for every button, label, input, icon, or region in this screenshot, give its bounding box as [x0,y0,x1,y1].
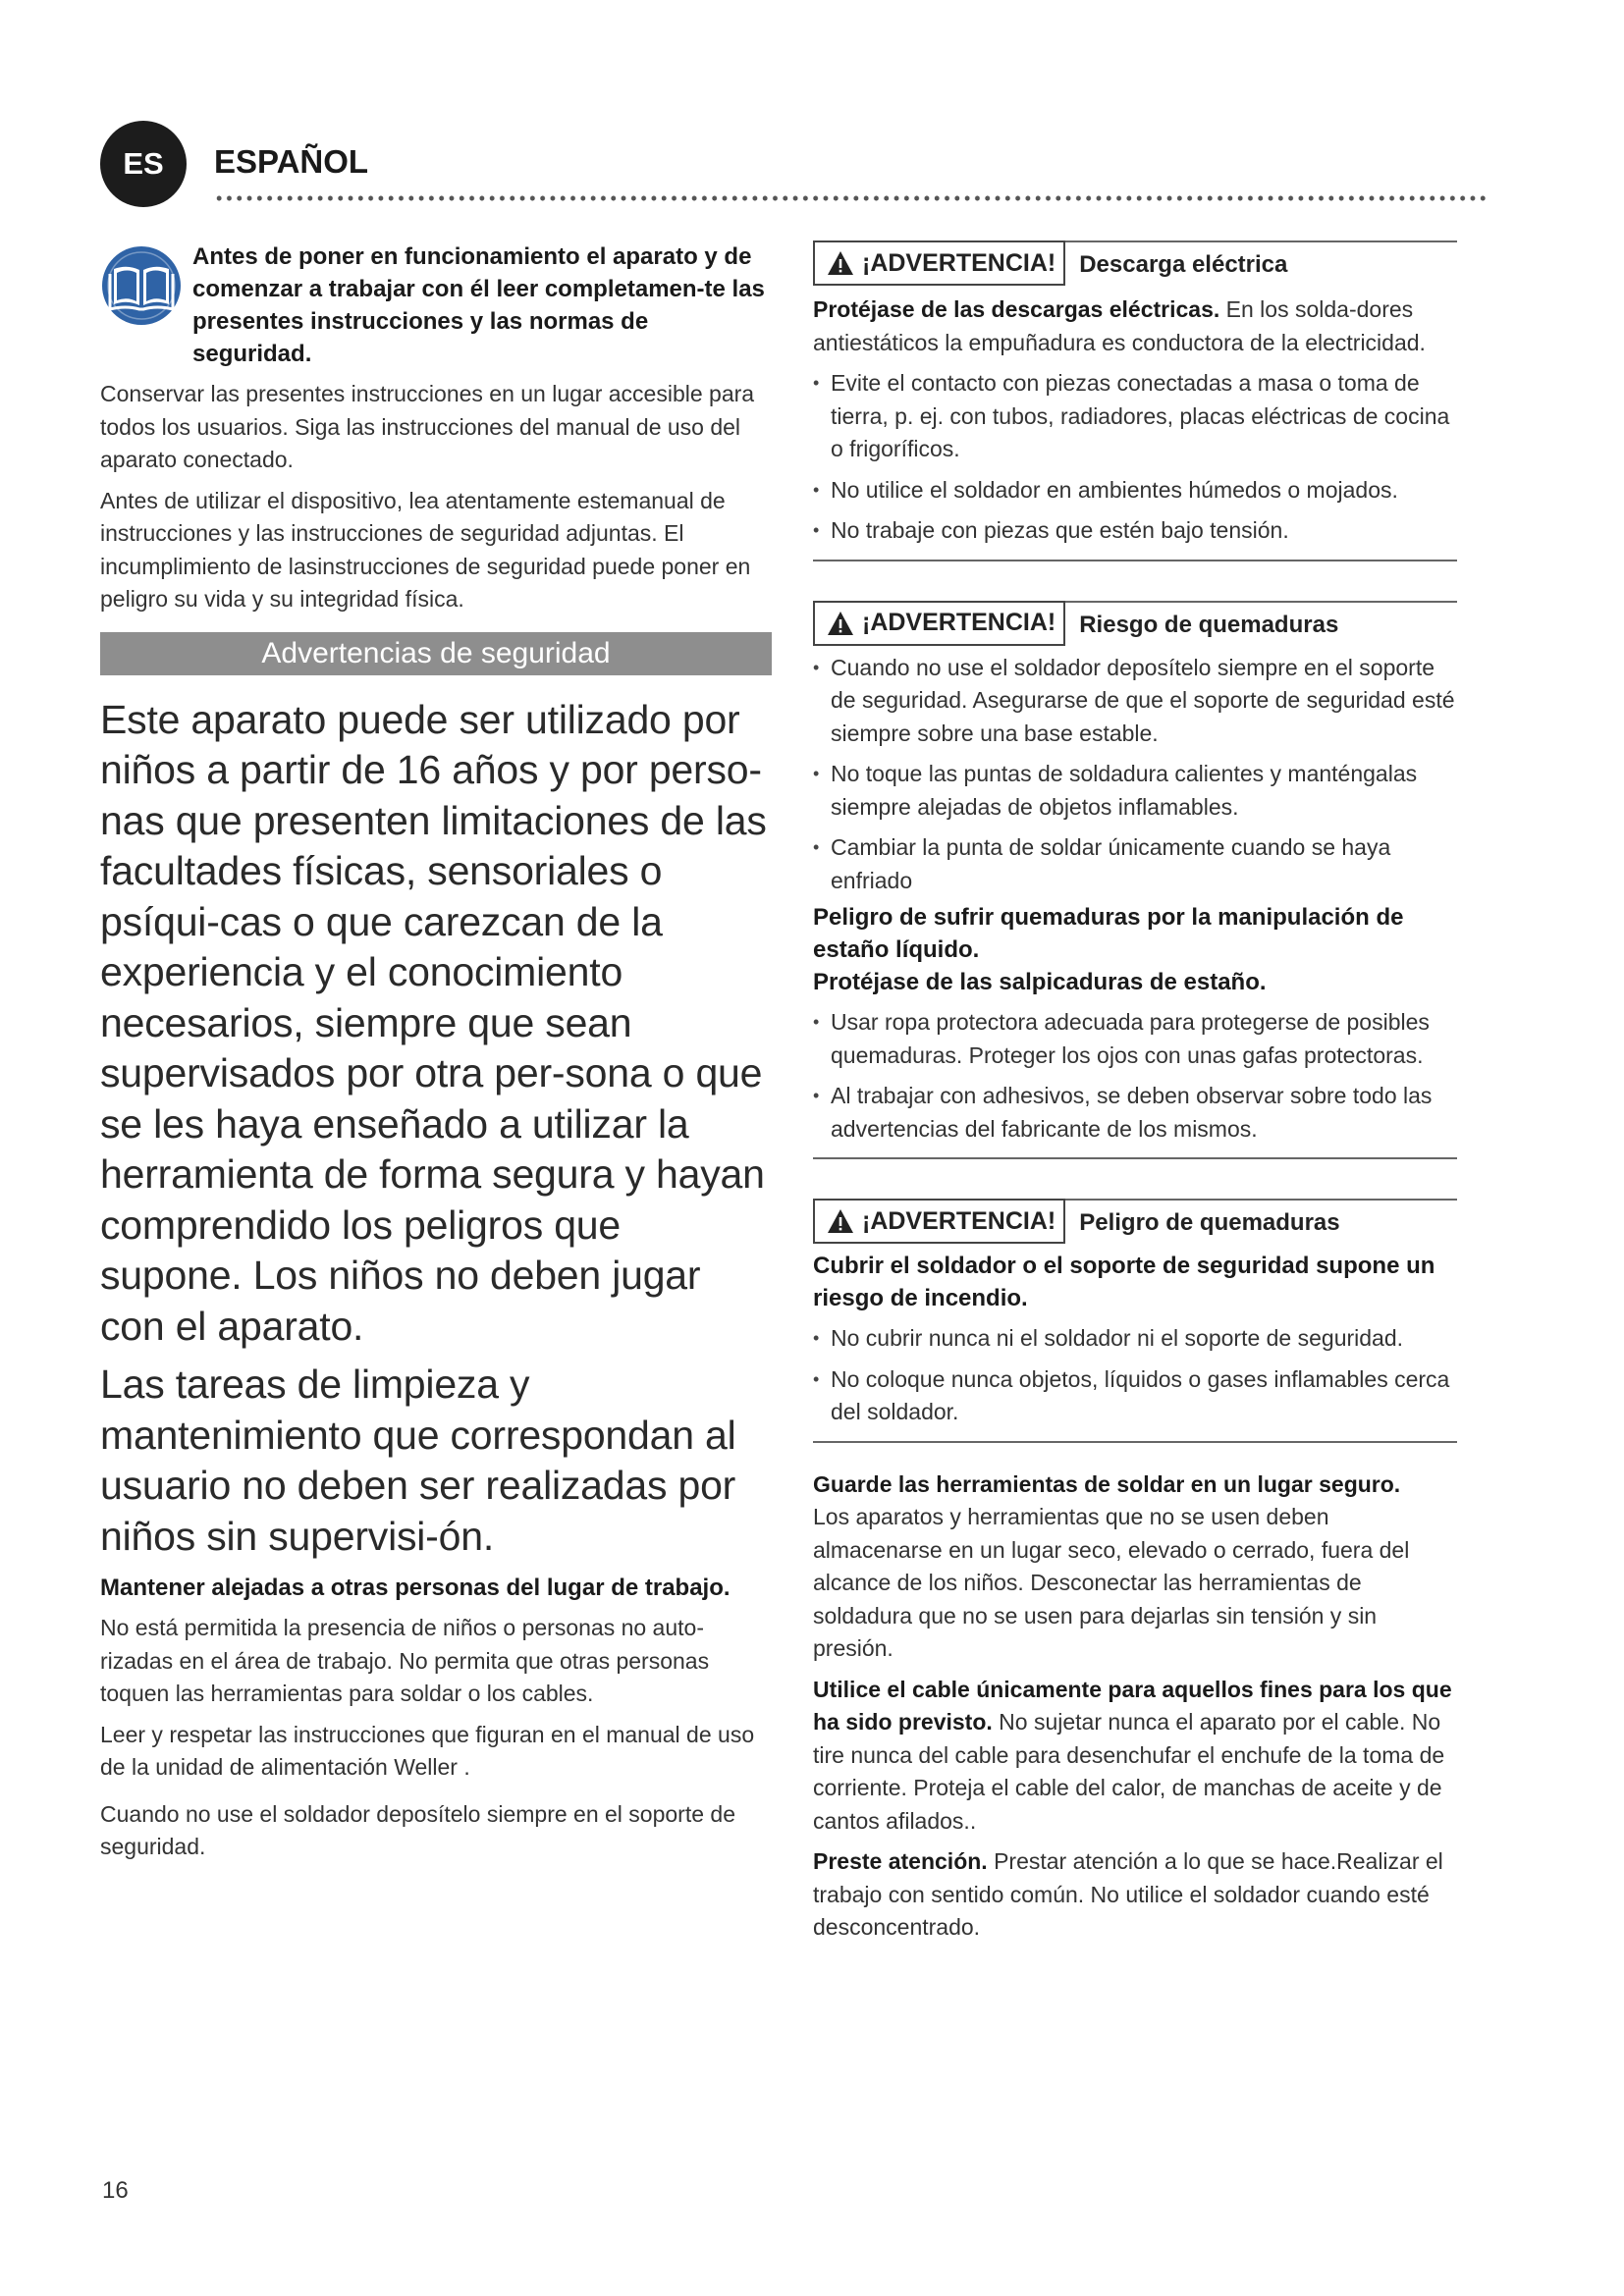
paragraph-attention [813,1845,1457,1945]
paragraph-weller: Leer y respetar las instrucciones que figuran en el manual de uso de la unidad de alimentación Weller . [100,1721,755,1780]
warning-label: ¡ADVERTENCIA! [862,1206,1056,1235]
warning-triangle-icon [827,250,854,276]
warning-tag [813,1199,1065,1244]
cover-risk-heading: Cubrir el soldador o el soporte de seguridad supone un riesgo de incendio. [813,1253,1435,1311]
list-item: • Cuando no use el soldador deposítelo siempre en el soporte de seguridad. Asegurarse de que el soporte de seguridad esté siempre sobre una base estable. [813,652,1457,751]
list-item: • No utilice el soldador en ambientes húmedos o mojados. [813,474,1457,507]
warning-tag [813,240,1065,286]
warning-label: ¡ADVERTENCIA! [862,609,1056,636]
warning-burn-risk [813,601,1457,1160]
paragraph-no-children: No está permitida la presencia de niños o personas no auto-rizadas en el área de trabajo. No permita que otras personas toquen las herramientas para soldar o los cables. [100,1615,710,1706]
attention-heading: Preste atención. [813,1848,988,1874]
warning-list [813,1006,1457,1146]
page-number: 16 [102,2177,129,2204]
section-banner: Advertencias de seguridad [100,632,772,675]
paragraph-safety-holder: Cuando no use el soldador deposítelo siempre en el soporte de seguridad. [100,1800,735,1859]
store-tools-heading: Guarde las herramientas de soldar en un lugar seguro. [813,1470,1401,1497]
tin-splash-heading: Protéjase de las salpicaduras de estaño. [813,969,1267,995]
keep-away-heading: Mantener alejadas a otras personas del lugar de trabajo. [100,1575,731,1601]
list-item: • Evite el contacto con piezas conectadas a masa o toma de tierra, p. ej. con tubos, radiadores, placas eléctricas de cocina o frigoríficos. [813,367,1457,466]
warning-list [813,367,1457,548]
paragraph-keep-instructions: Conservar las presentes instrucciones en un lugar accesible para todos los usuarios. Siga las instrucciones del manual de uso del aparato conectado. [100,381,755,472]
warning-text [813,294,1457,359]
warning-fire-risk [813,1199,1457,1443]
list-item: • Usar ropa protectora adecuada para protegerse de posibles quemaduras. Proteger los ojos con unas gafas protectoras. [813,1006,1457,1072]
cable-use-body: No sujetar nunca el aparato por el cable. No tire nunca del cable para desenchufar el enchufe de la toma de corriente. Proteja el cable del calor, de manchas de aceite y de cantos afilados.. [813,1709,1445,1834]
left-column [100,240,772,1864]
list-item: • No trabaje con piezas que estén bajo tensión. [813,514,1457,548]
attention-body: Prestar atención a lo que se hace.Realizar el trabajo con sentido común. No utilice el soldador cuando esté desconcentrado. [813,1848,1443,1940]
list-item: • Cambiar la punta de soldar únicamente cuando se haya enfriado [813,831,1457,897]
store-tools-body: Los aparatos y herramientas que no se usen deben almacenarse en un lugar seco, elevado o cerrado, fuera del alcance de los niños. Desconectar las herramientas de soldadura que no se usen para dejarlas sin tensión y sin presión. [813,1504,1410,1661]
warning-list [813,1322,1457,1429]
list-item: • No toque las puntas de soldadura calientes y manténgalas siempre alejadas de objetos inflamables. [813,758,1457,824]
intro-heading: Antes de poner en funcionamiento el aparato y de comenzar a trabajar con él leer completamen-te las presentes instrucciones y las normas de seguridad. [192,243,765,367]
cable-use-heading: Utilice el cable únicamente para aquellos fines para los que ha sido previsto. [813,1676,1452,1735]
list-item: • Al trabajar con adhesivos, se deben observar sobre todo las advertencias del fabricante de los mismos. [813,1080,1457,1146]
warning-title: Riesgo de quemaduras [1079,611,1339,638]
list-item: • No coloque nunca objetos, líquidos o gases inflamables cerca del soldador. [813,1363,1457,1429]
warning-title: Peligro de quemaduras [1079,1209,1340,1236]
warning-triangle-icon [827,1208,854,1234]
dotted-divider [214,194,1487,202]
manual-book-icon [100,244,183,327]
warning-tag [813,601,1065,646]
warning-electric-shock [813,240,1457,561]
warning-title: Descarga eléctrica [1079,251,1288,278]
language-badge: ES [100,121,187,207]
paragraph-store-tools [813,1468,1457,1666]
warning-body: En los solda-dores antiestáticos la empuñadura es conductora de la electricidad. [813,296,1426,355]
paragraph-cable-use [813,1674,1457,1839]
list-item: • No cubrir nunca ni el soldador ni el soporte de seguridad. [813,1322,1457,1356]
language-title: ESPAÑOL [214,143,369,180]
paragraph-read-manual: Antes de utilizar el dispositivo, lea atentamente estemanual de instrucciones y las instrucciones de seguridad adjuntas. El incumplimiento de lasinstrucciones de seguridad puede poner en peligro su vida y su integridad física. [100,487,751,612]
intro-block [100,240,772,370]
warning-triangle-icon [827,611,854,636]
warning-label: ¡ADVERTENCIA! [862,248,1056,277]
right-column [813,240,1457,1945]
cleaning-notice: Las tareas de limpieza y mantenimiento que correspondan al usuario no deben ser realizadas por niños sin supervisi-ón. [100,1362,736,1559]
warning-bold: Protéjase de las descargas eléctricas. [813,296,1220,322]
children-notice: Este aparato puede ser utilizado por niños a partir de 16 años y por perso-nas que presenten limitaciones de las facultades físicas, sensoriales o psíqui-cas o que carezcan de la experiencia y el conocimiento necesarios, siempre que sean supervisados por otra per-sona o que se les haya enseñado a utilizar la herramienta de forma segura y hayan comprendido los peligros que supone. Los niños no deben jugar con el aparato. [100,696,767,1349]
warning-list [813,652,1457,898]
molten-tin-heading: Peligro de sufrir quemaduras por la manipulación de estaño líquido. [813,904,1404,963]
